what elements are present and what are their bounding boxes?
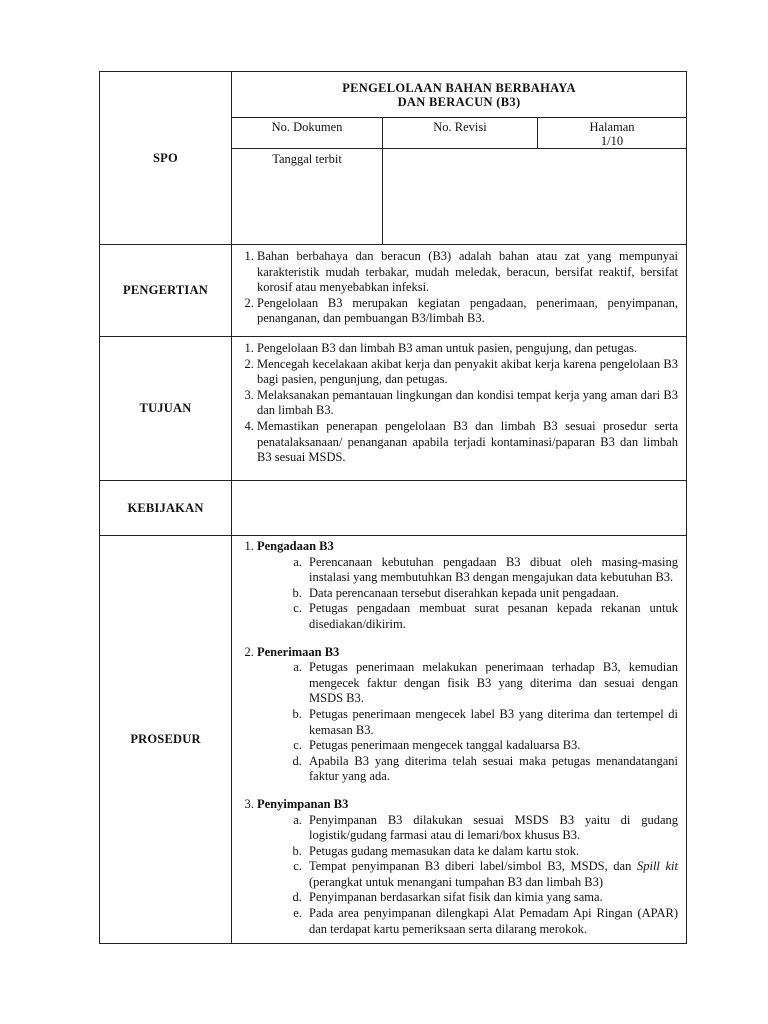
title-line-1: PENGELOLAAN BAHAN BERBAHAYA <box>342 81 576 95</box>
tanggal-terbit-label: Tanggal terbit <box>272 152 342 166</box>
list-item: b. Data perencanaan tersebut diserahkan kepada unit pengadaan. <box>305 586 678 602</box>
prosedur-section <box>257 797 678 937</box>
tujuan-label: TUJUAN <box>139 401 192 415</box>
list-item: c. Petugas pengadaan membuat surat pesanan kepada rekanan untuk disediakan/dikirim. <box>305 601 678 632</box>
list-item: a. Perencanaan kebutuhan pengadaan B3 dibuat oleh masing-masing instalasi yang membutuhkan B3 dengan mengajukan data kebutuhan B3. <box>305 555 678 586</box>
spo-label-cell <box>100 72 232 245</box>
tujuan-list <box>236 341 678 466</box>
section-items <box>257 555 678 633</box>
kebijakan-content <box>232 481 687 536</box>
prosedur-section <box>257 539 678 633</box>
tanggal-terbit-cell <box>232 149 383 245</box>
list-item: 4. Memastikan penerapan pengelolaan B3 dan limbah B3 sesuai prosedur serta penatalaksanaan/ penanganan apabila terjadi kontaminasi/paparan B3 dan limbah B3 sesuai MSDS. <box>257 419 678 466</box>
list-item: 2. Pengelolaan B3 merupakan kegiatan pengadaan, penerimaan, penyimpanan, penanganan, dan pembuangan B3/limbah B3. <box>257 296 678 327</box>
list-item: d. Penyimpanan berdasarkan sifat fisik dan kimia yang sama. <box>305 890 678 906</box>
section-items <box>257 660 678 785</box>
prosedur-list <box>236 539 678 937</box>
item-text: Tempat penyimpanan B3 diberi label/simbol B3, MSDS, dan <box>309 859 632 874</box>
list-item: b. Petugas gudang memasukan data ke dalam kartu stok. <box>305 844 678 860</box>
section-items <box>257 813 678 938</box>
halaman-label: Halaman <box>589 120 635 134</box>
tujuan-label-cell <box>100 337 232 481</box>
no-dokumen-label: No. Dokumen <box>271 120 343 134</box>
list-item: e. Pada area penyimpanan dilengkapi Alat Pemadam Api Ringan (APAR) dan terdapat kartu pemeriksaan serta dilarang merokok. <box>305 906 678 937</box>
section-title: Penerimaan B3 <box>257 644 340 659</box>
kebijakan-label-cell <box>100 481 232 536</box>
pengertian-label: PENGERTIAN <box>123 283 208 297</box>
pengertian-content <box>232 245 687 337</box>
spo-table <box>99 71 687 944</box>
prosedur-label: PROSEDUR <box>130 732 201 746</box>
prosedur-section <box>257 645 678 785</box>
tanggal-terbit-value-cell <box>383 149 687 245</box>
list-item: 1. Bahan berbahaya dan beracun (B3) adalah bahan atau zat yang mempunyai karakteristik mudah terbakar, mudah meledak, beracun, bersifat reaktif, bersifat korosif atau menyebabkan infeksi. <box>257 249 678 296</box>
spill-kit-term: Spill kit <box>636 859 678 874</box>
list-item: 1. Pengelolaan B3 dan limbah B3 aman untuk pasien, pengujung, dan petugas. <box>257 341 678 357</box>
spo-document <box>99 71 686 944</box>
list-item: a. Petugas penerimaan melakukan penerimaan terhadap B3, kemudian mengecek faktur dengan fisik B3 yang diterima dan sesuai dengan MSDS B3. <box>305 660 678 707</box>
title-line-2: DAN BERACUN (B3) <box>397 95 521 109</box>
tujuan-content <box>232 337 687 481</box>
list-item: a. Penyimpanan B3 dilakukan sesuai MSDS B3 yaitu di gudang logistik/gudang farmasi atau di lemari/box khusus B3. <box>305 813 678 844</box>
document-title <box>232 72 687 118</box>
section-title: Pengadaan B3 <box>257 539 334 553</box>
section-title: Penyimpanan B3 <box>257 796 349 811</box>
item-text-rest: (perangkat untuk menangani tumpahan B3 dan limbah B3) <box>309 874 604 889</box>
pengertian-label-cell <box>100 245 232 337</box>
no-dokumen-cell <box>232 118 383 149</box>
prosedur-content <box>232 536 687 944</box>
no-revisi-label: No. Revisi <box>433 120 487 134</box>
list-item: b. Petugas penerimaan mengecek label B3 yang diterima dan tertempel di kemasan B3. <box>305 707 678 738</box>
list-item: 2. Mencegah kecelakaan akibat kerja dan penyakit akibat kerja karena pengelolaan B3 bagi pasien, pengunjung, dan petugas. <box>257 357 678 388</box>
list-item <box>305 859 678 890</box>
halaman-cell <box>538 118 687 149</box>
pengertian-list <box>236 249 678 327</box>
prosedur-label-cell <box>100 536 232 944</box>
list-item: c. Petugas penerimaan mengecek tanggal kadaluarsa B3. <box>305 738 678 754</box>
list-item: d. Apabila B3 yang diterima telah sesuai maka petugas menandatangani faktur yang ada. <box>305 754 678 785</box>
no-revisi-cell <box>383 118 538 149</box>
halaman-value: 1/10 <box>600 134 624 148</box>
list-item: 3. Melaksanakan pemantauan lingkungan dan kondisi tempat kerja yang aman dari B3 dan limbah B3. <box>257 388 678 419</box>
kebijakan-label: KEBIJAKAN <box>127 500 204 515</box>
spo-label: SPO <box>153 150 178 165</box>
